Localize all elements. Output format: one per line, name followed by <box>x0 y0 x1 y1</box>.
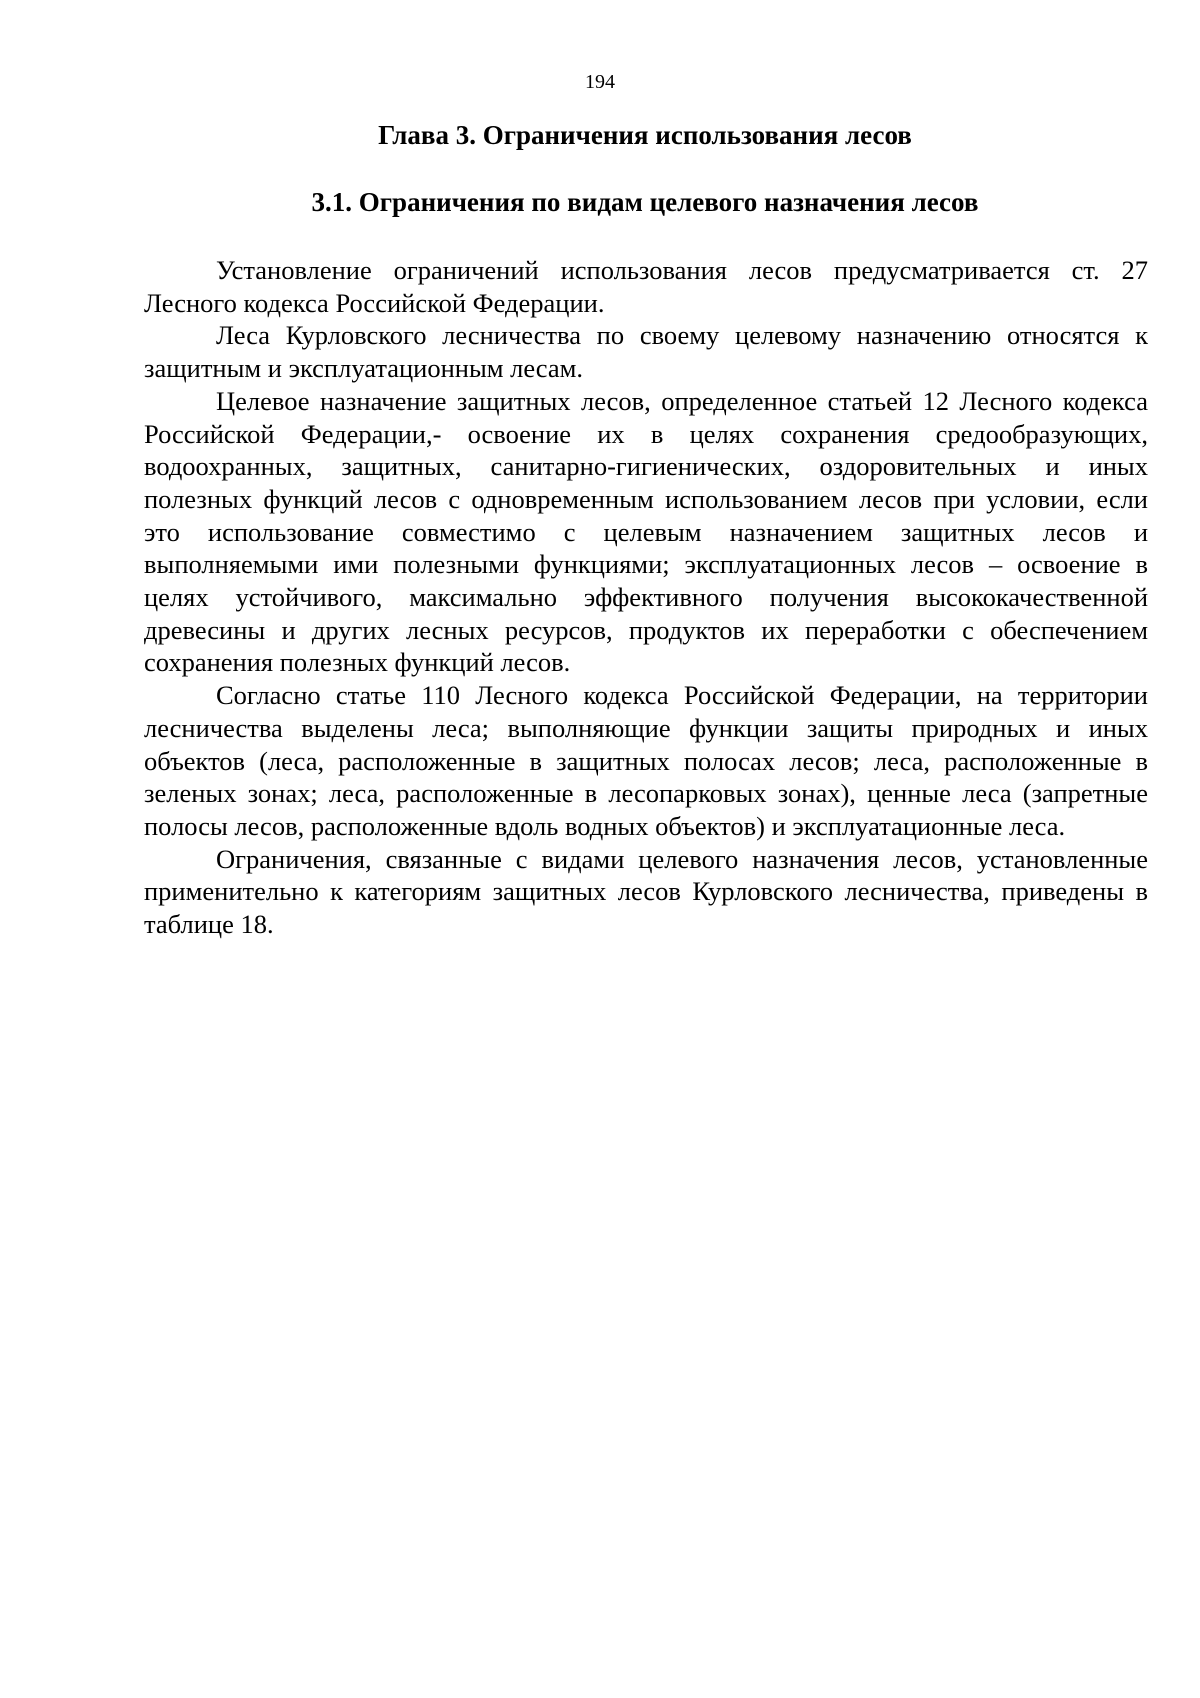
paragraph-2: Леса Курловского лесничества по своему целевому назначению относятся к защитным и эксплуатационным лесам. <box>144 320 1148 384</box>
paragraph-5: Ограничения, связанные с видами целевого назначения лесов, установленные применительно к категориям защитных лесов Курловского лесничества, приведены в таблице 18. <box>144 843 1148 940</box>
paragraph-4: Согласно статье 110 Лесного кодекса Российской Федерации, на территории лесничества выделены леса; выполняющие функции защиты природных и иных объектов (леса, расположенные в защитных полосах лесов; леса, расположенные в зеленых зонах; леса, расположенные в лесопарковых зонах), ценные леса (запретные полосы лесов, расположенные вдоль водных объектов) и эксплуатационные леса. <box>144 680 1148 841</box>
chapter-title: Глава 3. Ограничения использования лесов <box>378 120 912 150</box>
page-number: 194 <box>585 71 615 93</box>
section-title: 3.1. Ограничения по видам целевого назначения лесов <box>311 187 979 217</box>
paragraph-1: Установление ограничений использования лесов предусматривается ст. 27 Лесного кодекса Российской Федерации. <box>144 255 1148 318</box>
paragraph-3: Целевое назначение защитных лесов, определенное статьей 12 Лесного кодекса Российской Федерации,- освоение их в целях сохранения средообразующих, водоохранных, защитных, санитарно-гигиенических, оздоровительных и иных полезных функций лесов с одновременным использованием лесов при условии, если это использование совместимо с целевым назначением защитных лесов и выполняемыми ими полезными функциями; эксплуатационных лесов – освоение в целях устойчивого, максимально эффективного получения высококачественной древесины и других лесных ресурсов, продуктов их переработки с обеспечением сохранения полезных функций лесов. <box>144 385 1148 678</box>
body-text <box>144 254 1148 941</box>
